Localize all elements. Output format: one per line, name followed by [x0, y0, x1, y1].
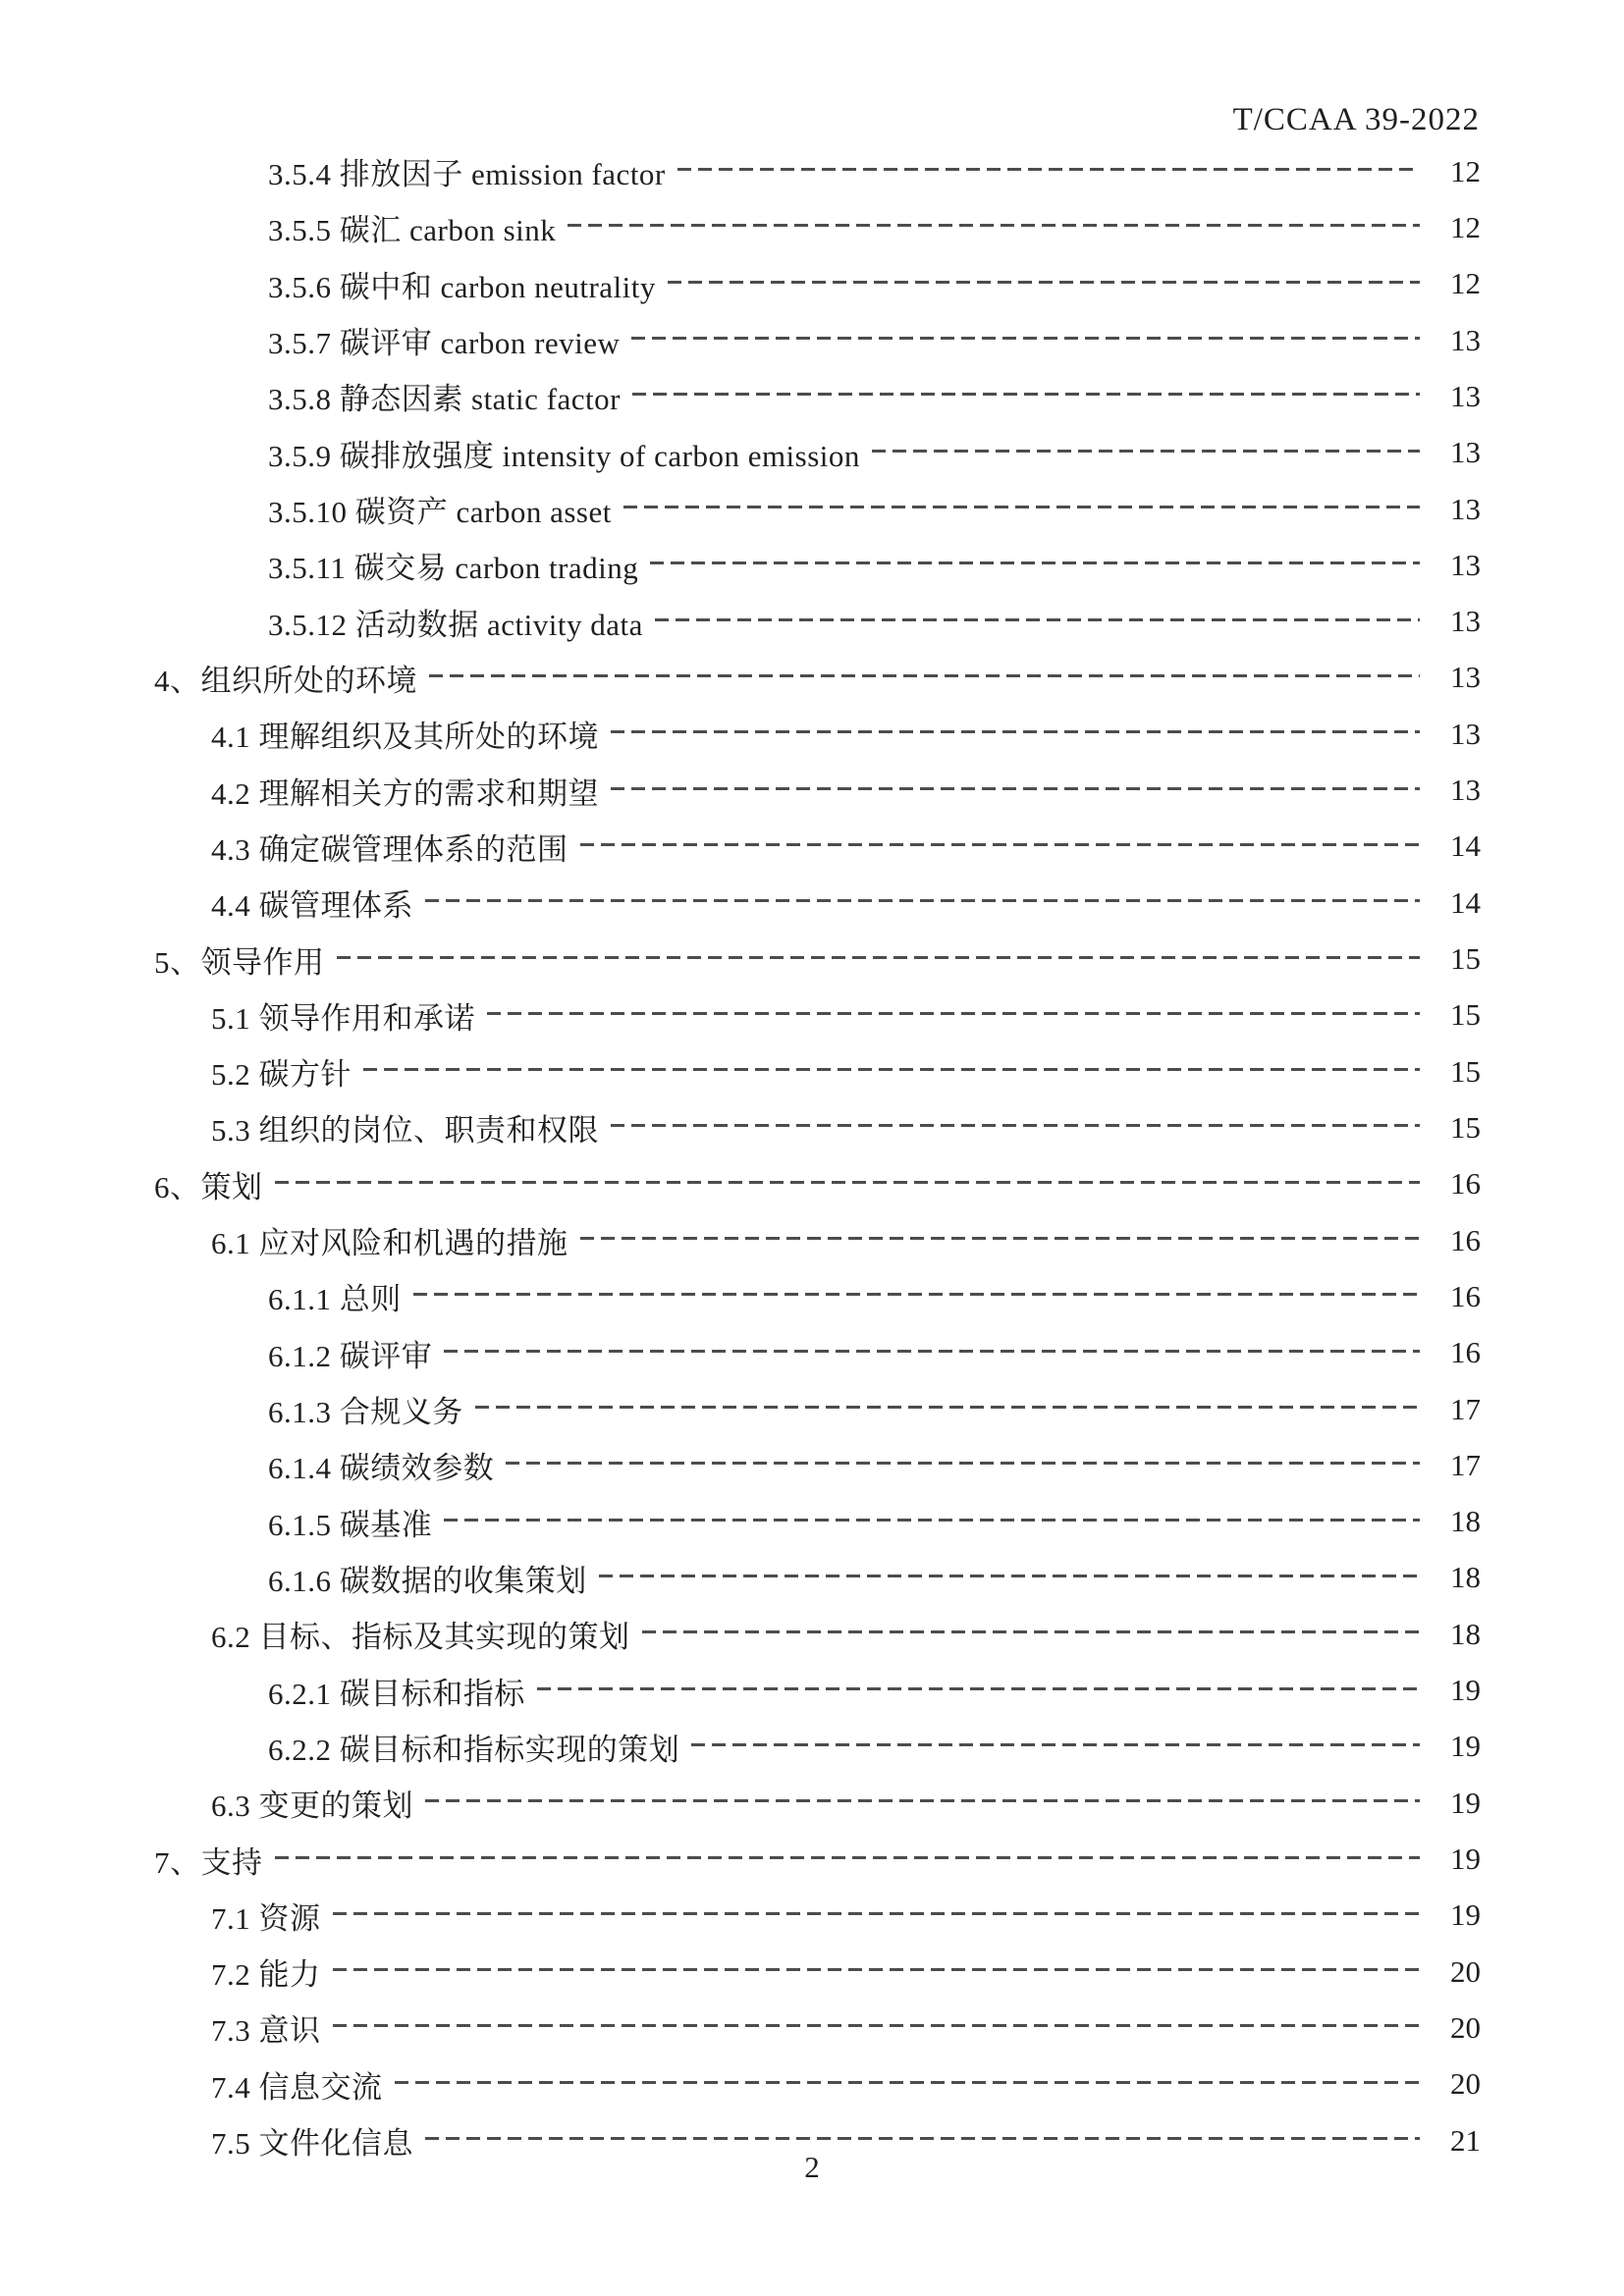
- toc-entry: [0, 199, 1624, 255]
- dashed-leader: [537, 1687, 1420, 1690]
- toc-entry-page: 18: [1450, 1560, 1481, 1595]
- toc-entry: [0, 1381, 1624, 1437]
- toc-entry-page: 13: [1450, 491, 1481, 526]
- toc-entry-label: 4.3 确定碳管理体系的范围: [211, 831, 568, 867]
- toc-entry: [0, 1606, 1624, 1662]
- toc-entry-page: 15: [1450, 1109, 1481, 1145]
- toc-entry-page: 17: [1450, 1447, 1481, 1482]
- toc-entry: [0, 312, 1624, 368]
- toc-entry-label: 3.5.4 排放因子 emission factor: [268, 157, 666, 192]
- toc-entry: [0, 1156, 1624, 1212]
- toc-entry-page: 13: [1450, 435, 1481, 470]
- dashed-leader: [691, 1743, 1420, 1746]
- dashed-leader: [642, 1630, 1421, 1633]
- toc-entry-page: 18: [1450, 1616, 1481, 1651]
- dashed-leader: [650, 561, 1420, 564]
- toc-entry: [0, 1888, 1624, 1944]
- toc-entry-page: 15: [1450, 997, 1481, 1033]
- toc-entry: [0, 875, 1624, 931]
- toc-entry: [0, 1437, 1624, 1493]
- toc-entry-page: 21: [1450, 2122, 1481, 2158]
- toc-entry-label: 6.1.5 碳基准: [268, 1507, 433, 1542]
- toc-entry: [0, 819, 1624, 875]
- toc-entry-label: 6.2 目标、指标及其实现的策划: [211, 1620, 630, 1655]
- toc-entry-label: 7.1 资源: [211, 1900, 321, 1936]
- toc-entry-label: 6.2.2 碳目标和指标实现的策划: [268, 1732, 680, 1767]
- dashed-leader: [395, 2081, 1421, 2084]
- toc-entry: [0, 650, 1624, 706]
- toc-entry-label: 6、策划: [154, 1169, 263, 1204]
- toc-entry-page: 13: [1450, 773, 1481, 808]
- toc-entry-label: 6.1.2 碳评审: [268, 1338, 433, 1373]
- table-of-contents: [0, 143, 1624, 2168]
- toc-entry-label: 5.2 碳方针: [211, 1057, 352, 1093]
- dashed-leader: [333, 2024, 1421, 2027]
- toc-entry-page: 20: [1450, 1953, 1481, 1989]
- dashed-leader: [568, 224, 1420, 227]
- toc-entry-page: 14: [1450, 884, 1481, 920]
- toc-entry: [0, 1268, 1624, 1324]
- toc-entry-label: 7、支持: [154, 1844, 263, 1880]
- toc-entry: [0, 368, 1624, 424]
- dashed-leader: [425, 899, 1420, 902]
- toc-entry-page: 20: [1450, 2009, 1481, 2045]
- dashed-leader: [655, 618, 1420, 621]
- toc-entry-label: 5.3 组织的岗位、职责和权限: [211, 1113, 599, 1148]
- toc-entry-label: 5、领导作用: [154, 944, 325, 980]
- dashed-leader: [444, 1350, 1420, 1353]
- toc-entry: [0, 706, 1624, 762]
- toc-entry-label: 3.5.5 碳汇 carbon sink: [268, 213, 557, 248]
- toc-entry: [0, 537, 1624, 593]
- toc-entry-page: 12: [1450, 266, 1481, 301]
- toc-entry: [0, 1662, 1624, 1718]
- toc-entry-page: 16: [1450, 1166, 1481, 1201]
- dashed-leader: [425, 1799, 1420, 1802]
- toc-entry-page: 19: [1450, 1897, 1481, 1933]
- toc-entry: [0, 425, 1624, 481]
- toc-entry-label: 6.1.3 合规义务: [268, 1395, 463, 1430]
- toc-entry-label: 7.4 信息交流: [211, 2069, 383, 2105]
- document-code: T/CCAA 39-2022: [1232, 102, 1480, 137]
- dashed-leader: [275, 1181, 1421, 1184]
- toc-entry-page: 19: [1450, 1729, 1481, 1764]
- toc-entry-label: 3.5.8 静态因素 static factor: [268, 382, 621, 417]
- toc-entry-page: 18: [1450, 1504, 1481, 1539]
- dashed-leader: [363, 1068, 1420, 1071]
- toc-entry: [0, 931, 1624, 987]
- toc-entry: [0, 1719, 1624, 1775]
- toc-entry-label: 3.5.9 碳排放强度 intensity of carbon emission: [268, 438, 860, 473]
- toc-entry-label: 6.1.4 碳绩效参数: [268, 1451, 495, 1486]
- toc-entry-label: 4.2 理解相关方的需求和期望: [211, 775, 599, 811]
- toc-entry: [0, 1550, 1624, 1606]
- toc-entry-page: 20: [1450, 2066, 1481, 2102]
- dashed-leader: [506, 1462, 1420, 1465]
- dashed-leader: [668, 281, 1420, 284]
- dashed-leader: [275, 1856, 1421, 1859]
- dashed-leader: [632, 393, 1420, 396]
- toc-entry-label: 3.5.7 碳评审 carbon review: [268, 326, 621, 361]
- toc-entry-label: 3.5.12 活动数据 activity data: [268, 607, 643, 642]
- dashed-leader: [475, 1406, 1420, 1409]
- toc-entry-page: 14: [1450, 828, 1481, 864]
- toc-entry: [0, 762, 1624, 818]
- toc-entry-label: 7.2 能力: [211, 1957, 321, 1993]
- toc-entry-label: 6.1.6 碳数据的收集策划: [268, 1563, 587, 1598]
- toc-entry-label: 7.5 文件化信息: [211, 2126, 413, 2162]
- toc-entry: [0, 1043, 1624, 1099]
- toc-entry-page: 13: [1450, 547, 1481, 582]
- dashed-leader: [677, 168, 1420, 171]
- dashed-leader: [337, 956, 1421, 959]
- dashed-leader: [611, 1124, 1420, 1127]
- toc-entry-label: 4.4 碳管理体系: [211, 888, 413, 924]
- dashed-leader: [487, 1012, 1420, 1015]
- toc-entry: [0, 256, 1624, 312]
- dashed-leader: [623, 506, 1420, 508]
- toc-entry-page: 16: [1450, 1278, 1481, 1313]
- dashed-leader: [580, 843, 1421, 846]
- toc-entry-label: 7.3 意识: [211, 2013, 321, 2049]
- toc-entry-label: 3.5.6 碳中和 carbon neutrality: [268, 269, 656, 304]
- toc-entry-page: 19: [1450, 1785, 1481, 1820]
- toc-entry: [0, 988, 1624, 1043]
- toc-entry: [0, 143, 1624, 199]
- toc-entry: [0, 594, 1624, 650]
- toc-entry: [0, 2000, 1624, 2056]
- toc-entry-page: 15: [1450, 1053, 1481, 1089]
- toc-entry: [0, 1212, 1624, 1268]
- toc-entry-label: 6.3 变更的策划: [211, 1789, 413, 1824]
- dashed-leader: [425, 2137, 1420, 2140]
- toc-entry-label: 3.5.11 碳交易 carbon trading: [268, 551, 639, 586]
- toc-entry-page: 16: [1450, 1335, 1481, 1370]
- dashed-leader: [333, 1912, 1421, 1915]
- toc-entry-page: 13: [1450, 716, 1481, 751]
- dashed-leader: [580, 1237, 1421, 1240]
- toc-entry-label: 4、组织所处的环境: [154, 663, 417, 698]
- toc-entry: [0, 1494, 1624, 1550]
- toc-entry: [0, 2056, 1624, 2112]
- toc-entry: [0, 481, 1624, 537]
- toc-entry-label: 4.1 理解组织及其所处的环境: [211, 720, 599, 755]
- dashed-leader: [429, 674, 1420, 677]
- page-number: 2: [804, 2150, 820, 2184]
- dashed-leader: [333, 1968, 1421, 1971]
- toc-entry-page: 12: [1450, 153, 1481, 188]
- toc-entry-page: 19: [1450, 1842, 1481, 1877]
- toc-entry: [0, 1099, 1624, 1155]
- dashed-leader: [872, 450, 1420, 453]
- dashed-leader: [444, 1519, 1420, 1522]
- toc-entry-label: 6.1 应对风险和机遇的措施: [211, 1226, 568, 1261]
- toc-entry-label: 5.1 领导作用和承诺: [211, 1000, 475, 1036]
- toc-entry: [0, 1831, 1624, 1887]
- dashed-leader: [599, 1575, 1420, 1577]
- toc-entry-label: 6.1.1 总则: [268, 1282, 402, 1317]
- toc-entry-page: 13: [1450, 660, 1481, 695]
- toc-entry-label: 3.5.10 碳资产 carbon asset: [268, 495, 612, 530]
- toc-entry-page: 19: [1450, 1673, 1481, 1708]
- toc-entry-page: 17: [1450, 1391, 1481, 1426]
- toc-entry: [0, 1775, 1624, 1831]
- toc-entry-label: 6.2.1 碳目标和指标: [268, 1676, 525, 1711]
- dashed-leader: [413, 1293, 1420, 1296]
- toc-entry: [0, 1944, 1624, 2000]
- toc-entry-page: 15: [1450, 941, 1481, 977]
- dashed-leader: [631, 337, 1420, 340]
- dashed-leader: [611, 730, 1420, 733]
- toc-entry-page: 13: [1450, 604, 1481, 639]
- toc-entry-page: 16: [1450, 1222, 1481, 1257]
- toc-entry-page: 13: [1450, 322, 1481, 357]
- toc-entry: [0, 1325, 1624, 1381]
- toc-entry-page: 12: [1450, 209, 1481, 244]
- dashed-leader: [611, 787, 1420, 790]
- toc-entry-page: 13: [1450, 378, 1481, 413]
